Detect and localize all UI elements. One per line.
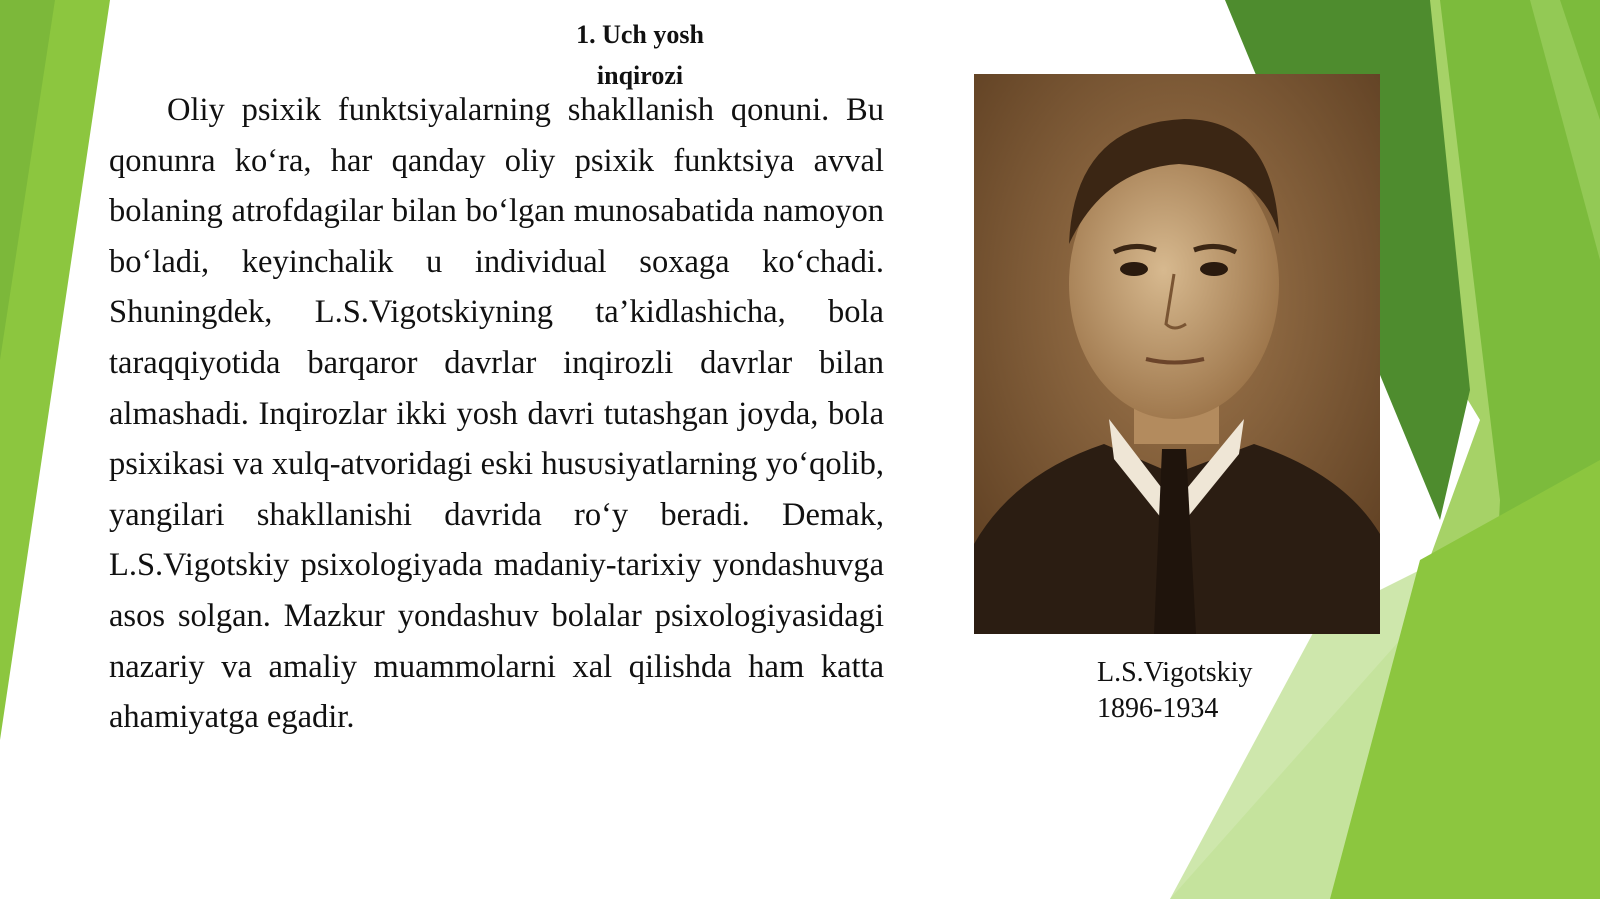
portrait-image xyxy=(974,74,1380,634)
portrait-caption xyxy=(1097,655,1252,727)
portrait-photo xyxy=(974,74,1380,634)
slide-title xyxy=(540,14,740,96)
body-paragraph: Oliy psixik funktsiyalarning shakllanish qonuni. Bu qonunra ko‘ra, har qanday oliy psixik funktsiya avval bolaning atrofdagilar bilan bo‘lgan munosabatida namoyon bo‘ladi, keyinchalik u individual soxaga ko‘chadi. Shuningdek, L.S.Vigotskiyning ta’kidlashicha, bola taraqqiyotida barqaror davrlar inqirozli davrlar bilan almashadi. Inqirozlar ikki yosh davri tutashgan joyda, bola psixikasi va xulq-atvoridagi eski husᴜsiyatlarning yo‘qolib, yangilari shakllanishi davrida ro‘y beradi. Demak, L.S.Vigotskiy psixologiyada madaniy-tarixiy yondashuvga asos solgan. Mazkur yondashuv bolalar psixologiyasidagi nazariy va amaliy muammolarni xal qilishda ham katta ahamiyatga egadir. xyxy=(109,92,884,736)
caption-years: 1896-1934 xyxy=(1097,693,1219,724)
title-line-1: 1. Uch yosh xyxy=(576,20,704,49)
title-line-2: inqirozi xyxy=(596,61,684,90)
caption-name: L.S.Vigotskiy xyxy=(1097,657,1253,688)
